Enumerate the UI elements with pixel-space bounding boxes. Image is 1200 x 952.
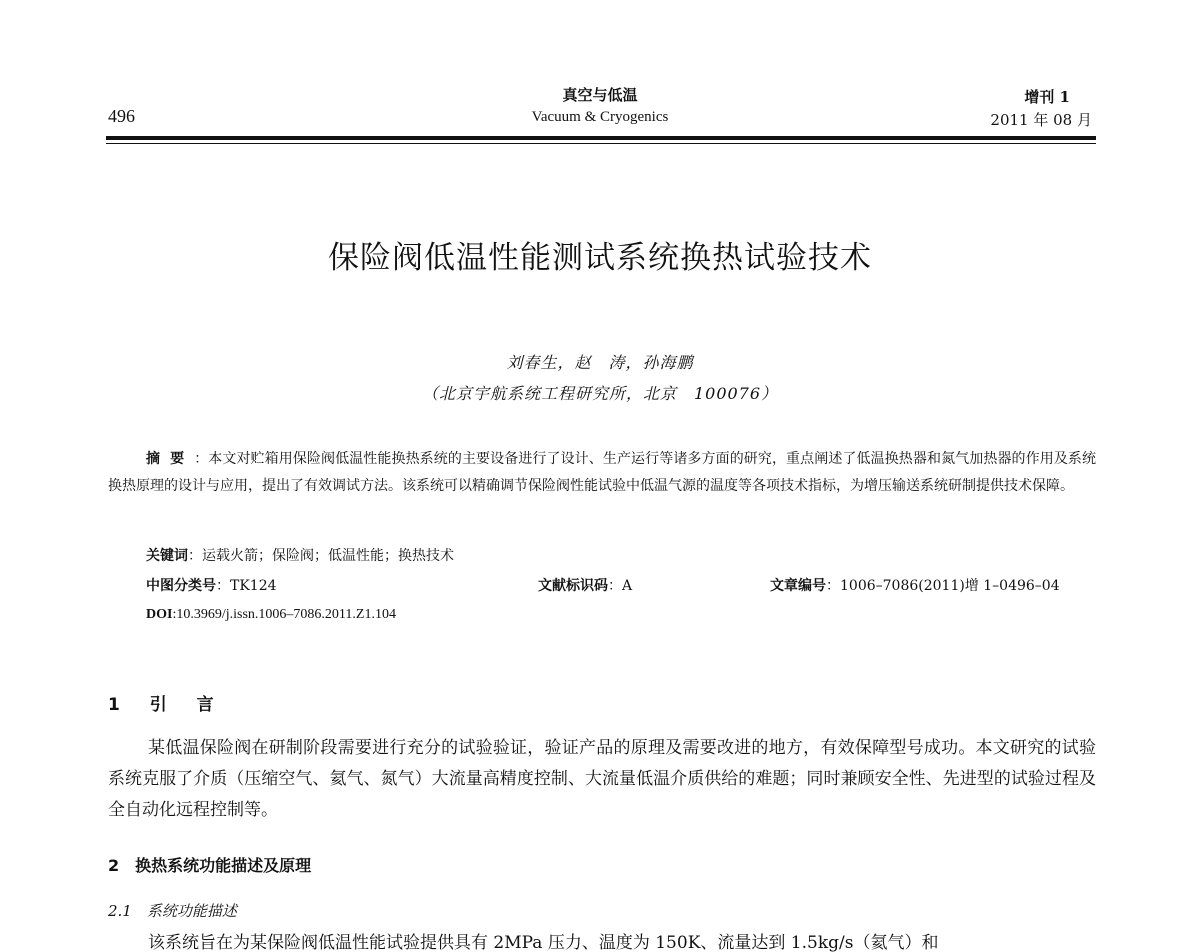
classification-text: ：TK124 <box>216 578 277 594</box>
journal-title-cn: 真空与低温 <box>562 86 638 104</box>
issue-label: 增刊 1 <box>1024 88 1070 106</box>
section-2-1-heading: 2.1 系统功能描述 <box>108 902 237 920</box>
abstract <box>108 446 1096 500</box>
article-number-label: 文章编号 <box>770 578 826 594</box>
authors: 刘春生，赵 涛，孙海鹏 <box>506 353 694 372</box>
document-code-text: ：A <box>608 578 633 594</box>
section-2-heading: 2 换热系统功能描述及原理 <box>108 856 312 875</box>
doi <box>146 607 396 623</box>
section-1-heading: 1 引 言 <box>108 695 226 715</box>
article-number-text: ：1006–7086(2011)增 1–0496–04 <box>826 578 1060 594</box>
doi-label: DOI <box>146 607 173 622</box>
header-rule-thick <box>106 136 1096 140</box>
classification-label: 中图分类号 <box>146 578 216 594</box>
journal-title-en: Vacuum & Cryogenics <box>531 109 669 125</box>
page-number: 496 <box>108 106 135 126</box>
issue-date: 2011 年 08 月 <box>990 111 1092 129</box>
keywords <box>146 545 454 565</box>
keywords-text: ：运载火箭；保险阀；低温性能；换热技术 <box>188 548 454 564</box>
doi-text: :10.3969/j.issn.1006–7086.2011.Z1.104 <box>172 607 396 622</box>
keywords-label: 关键词 <box>146 548 188 564</box>
classification-number <box>146 575 277 595</box>
abstract-text: ：本文对贮箱用保险阀低温性能换热系统的主要设备进行了设计、生产运行等诸多方面的研究，重点阐述了低温换热器和氮气加热器的作用及系统换热原理的设计与应用，提出了有效调试方法。该系统可以精确调节保险阀性能试验中低温气源的温度等各项技术指标，为增压输送系统研制提供技术保障。 <box>108 451 1096 494</box>
document-code-label: 文献标识码 <box>538 578 608 594</box>
paper-title: 保险阀低温性能测试系统换热试验技术 <box>328 240 872 276</box>
abstract-label: 摘要 <box>146 451 195 467</box>
section-2-1-paragraph: 该系统旨在为某保险阀低温性能试验提供具有 2MPa 压力、温度为 150K、流量达到 1.5kg/s（氦气）和 <box>148 933 939 952</box>
affiliation: （北京宇航系统工程研究所，北京 100076） <box>421 384 779 403</box>
header-rule-thin <box>106 143 1096 144</box>
section-1-paragraph: 某低温保险阀在研制阶段需要进行充分的试验验证，验证产品的原理及需要改进的地方，有效保障型号成功。本文研究的试验系统克服了介质（压缩空气、氦气、氮气）大流量高精度控制、大流量低温介质供给的难题；同时兼顾安全性、先进型的试验过程及全自动化远程控制等。 <box>108 738 1096 820</box>
article-number <box>770 575 1060 595</box>
document-code <box>538 575 632 595</box>
